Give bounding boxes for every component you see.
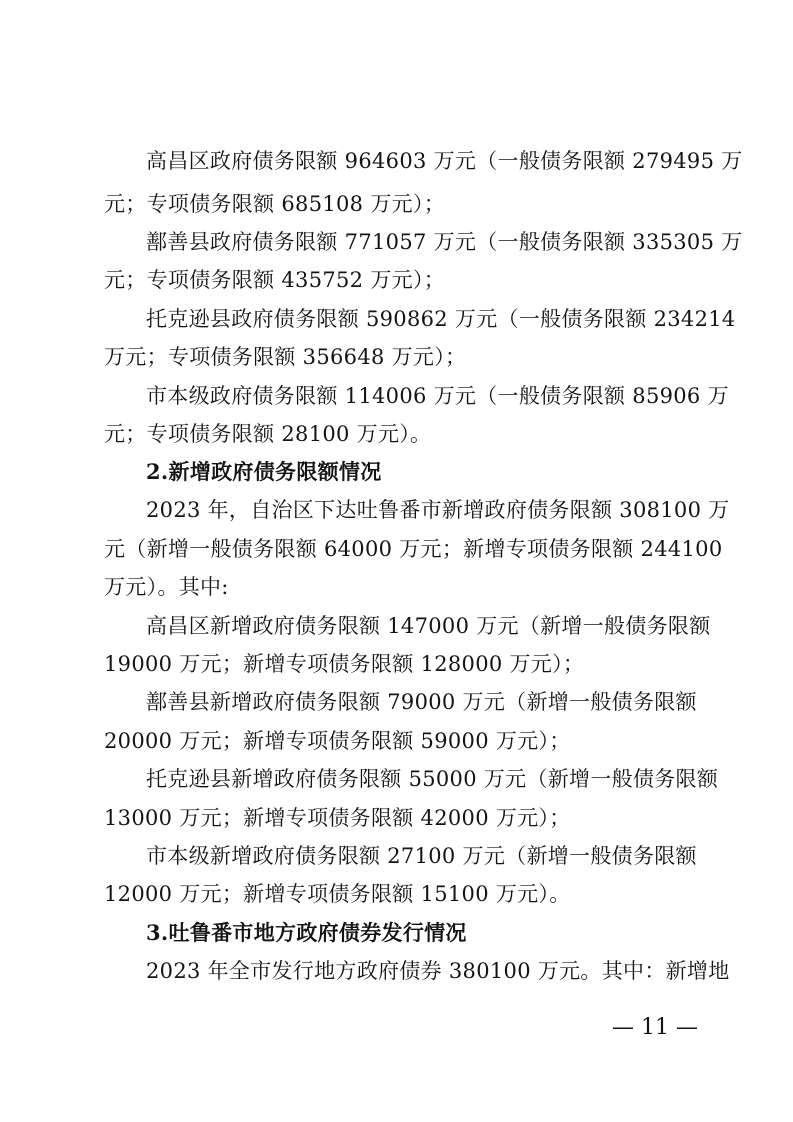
text-line: 托克逊县政府债务限额 590862 万元（一般债务限额 234214 (146, 307, 736, 331)
text-line: 市本级新增政府债务限额 27100 万元（新增一般债务限额 (146, 844, 697, 868)
text-line: 元；专项债务限额 435752 万元）； (104, 268, 446, 292)
text-line: 19000 万元；新增专项债务限额 128000 万元）； (104, 652, 585, 676)
text-line: 20000 万元；新增专项债务限额 59000 万元）； (104, 729, 571, 753)
text-line: 万元）。其中: (104, 575, 229, 599)
text-line: 万元；专项债务限额 356648 万元）； (104, 345, 467, 369)
text-line: 12000 万元；新增专项债务限额 15100 万元）。 (104, 882, 571, 906)
text-line: 鄯善县新增政府债务限额 79000 万元（新增一般债务限额 (146, 690, 697, 714)
text-line: 元（新增一般债务限额 64000 万元；新增专项债务限额 244100 (104, 537, 723, 561)
text-line: 托克逊县新增政府债务限额 55000 万元（新增一般债务限额 (146, 767, 719, 791)
text-line: 13000 万元；新增专项债务限额 42000 万元）； (104, 806, 571, 830)
text-line: 2023 年全市发行地方政府债券 380100 万元。其中：新增地 (146, 959, 730, 983)
section-heading: 3.吐鲁番市地方政府债券发行情况 (146, 920, 467, 945)
text-line: 高昌区政府债务限额 964603 万元（一般债务限额 279495 万 (146, 149, 743, 173)
text-line: 元；专项债务限额 28100 万元）。 (104, 422, 432, 446)
text-line: 鄯善县政府债务限额 771057 万元（一般债务限额 335305 万 (146, 230, 743, 254)
text-line: 2023 年，自治区下达吐鲁番市新增政府债务限额 308100 万 (146, 498, 730, 522)
section-heading: 2.新增政府债务限额情况 (146, 459, 382, 484)
text-line: 市本级政府债务限额 114006 万元（一般债务限额 85906 万 (146, 384, 729, 408)
text-line: 高昌区新增政府债务限额 147000 万元（新增一般债务限额 (146, 614, 711, 638)
page-number: — 11 — (612, 1015, 698, 1040)
text-line: 元；专项债务限额 685108 万元）； (104, 192, 446, 216)
